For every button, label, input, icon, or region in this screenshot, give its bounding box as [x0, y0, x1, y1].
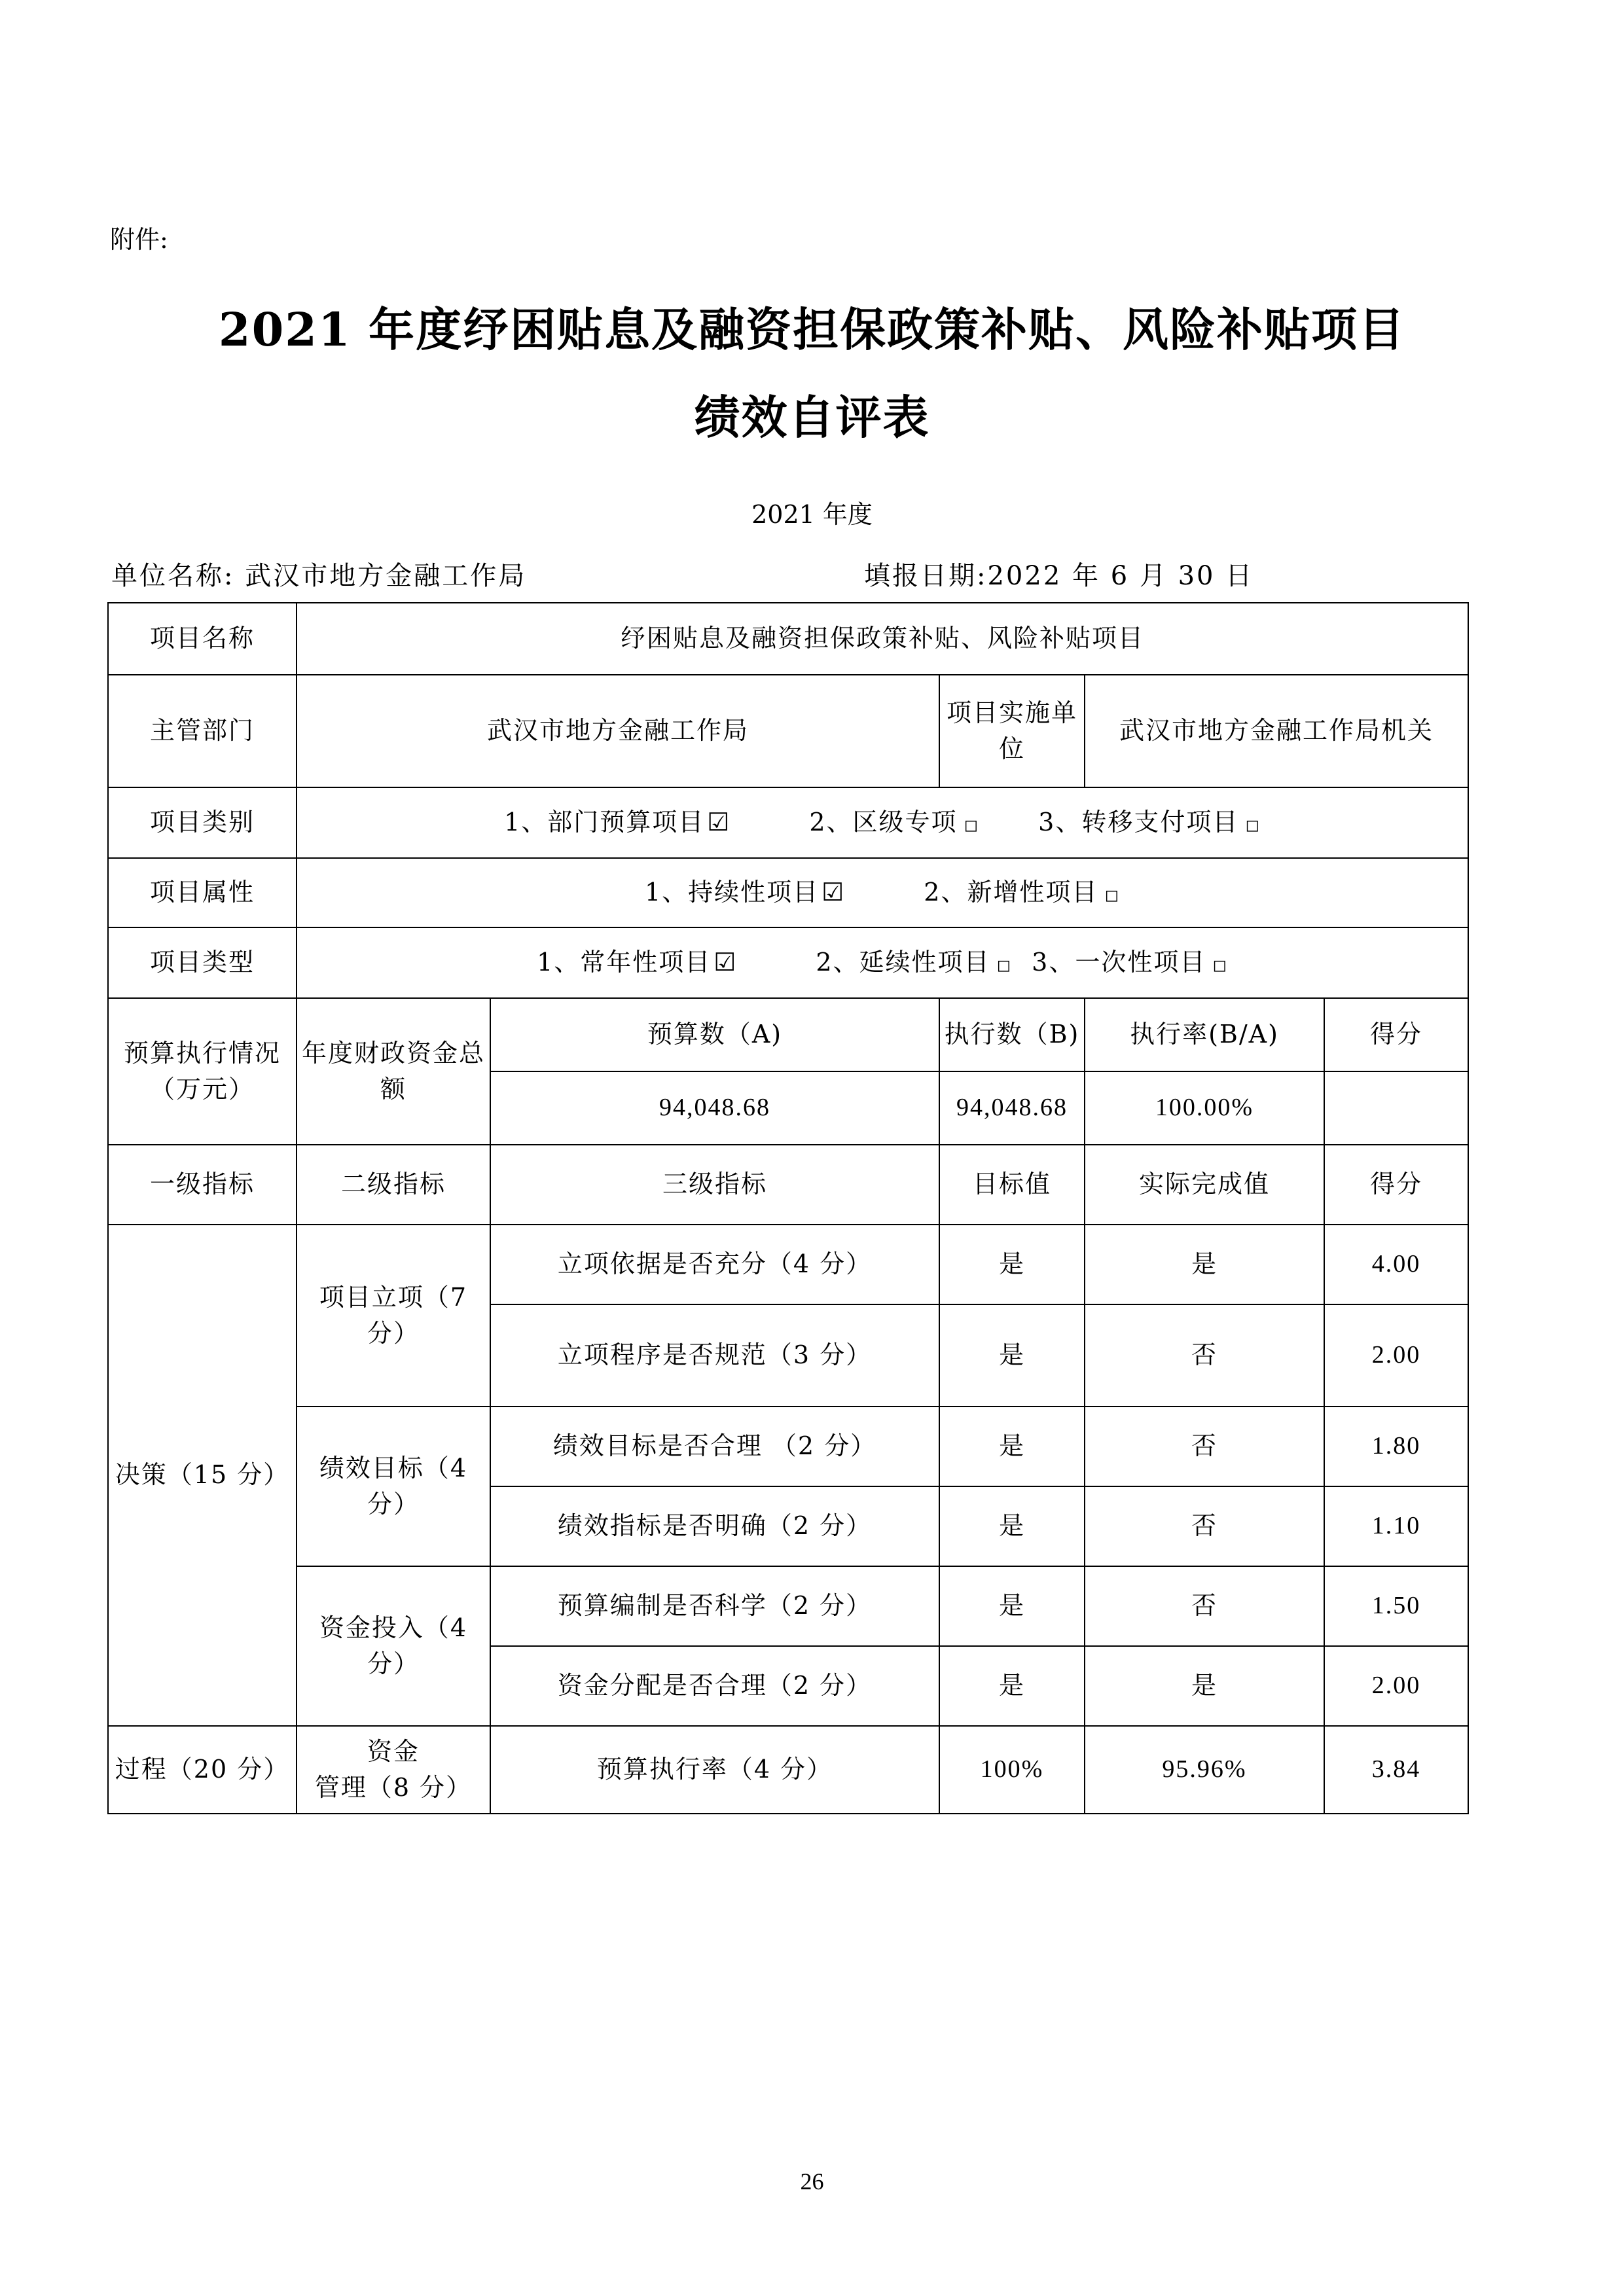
level3-indicator: 预算执行率（4 分）: [490, 1726, 939, 1814]
row-budget-header: [108, 998, 1468, 1071]
level2-fund-input: 资金投入（4 分）: [297, 1566, 490, 1726]
level2-fund-management-line1: 资金: [367, 1736, 420, 1766]
document-title-line2: 绩效自评表: [694, 390, 930, 444]
unit-name: 单位名称: 武汉市地方金融工作局: [111, 561, 527, 591]
actual-value: 否: [1085, 1566, 1324, 1646]
project-name-value: 纾困贴息及融资担保政策补贴、风险补贴项目: [297, 603, 1468, 675]
header-actual: 实际完成值: [1085, 1145, 1324, 1225]
category-options: [297, 787, 1468, 858]
category-option-1: 1、部门预算项目: [504, 808, 705, 837]
impl-unit-label: 项目实施单位: [939, 675, 1085, 787]
page-number: 26: [800, 2168, 824, 2195]
budget-col-rate: 执行率(B/A): [1085, 998, 1324, 1071]
row-project-name: [108, 603, 1468, 675]
score-value: 4.00: [1324, 1225, 1468, 1304]
target-value: 是: [939, 1304, 1085, 1407]
budget-value: 94,048.68: [490, 1071, 939, 1145]
unchecked-box-icon: ◻: [1245, 816, 1261, 836]
rate-value: 100.00%: [1085, 1071, 1324, 1145]
header-level1: 一级指标: [108, 1145, 297, 1225]
level3-indicator: 立项依据是否充分（4 分）: [490, 1225, 939, 1304]
actual-value: 是: [1085, 1225, 1324, 1304]
level1-process: 过程（20 分）: [108, 1726, 297, 1814]
attribute-option-2: 2、新增性项目: [924, 878, 1098, 907]
category-label: 项目类别: [108, 787, 297, 858]
attribute-option-1: 1、持续性项目: [644, 878, 820, 907]
actual-value: 是: [1085, 1646, 1324, 1726]
table-row: [108, 1407, 1468, 1486]
level1-decision: 决策（15 分）: [108, 1225, 297, 1726]
actual-value: 否: [1085, 1304, 1324, 1407]
impl-unit-value: 武汉市地方金融工作局机关: [1085, 675, 1468, 787]
actual-value: 95.96%: [1085, 1726, 1324, 1814]
category-option-3: 3、转移支付项目: [1038, 808, 1239, 837]
row-attribute: [108, 858, 1468, 927]
level3-indicator: 立项程序是否规范（3 分）: [490, 1304, 939, 1407]
score-value: 3.84: [1324, 1726, 1468, 1814]
level3-indicator: 绩效指标是否明确（2 分）: [490, 1486, 939, 1566]
exec-value: 94,048.68: [939, 1071, 1085, 1145]
unchecked-box-icon: ◻: [1212, 956, 1228, 976]
type-options: [297, 927, 1468, 998]
level2-project-approval: 项目立项（7 分）: [297, 1225, 490, 1407]
unchecked-box-icon: ◻: [1104, 886, 1121, 906]
evaluation-table: [107, 602, 1469, 1814]
level2-performance-goal: 绩效目标（4 分）: [297, 1407, 490, 1566]
attribute-label: 项目属性: [108, 858, 297, 927]
row-category: [108, 787, 1468, 858]
actual-value: 否: [1085, 1407, 1324, 1486]
checked-box-icon: ☑: [713, 948, 738, 977]
level2-fund-management: [297, 1726, 490, 1814]
actual-value: 否: [1085, 1486, 1324, 1566]
budget-score-value: [1324, 1071, 1468, 1145]
attachment-label: 附件:: [110, 225, 168, 254]
dept-value: 武汉市地方金融工作局: [297, 675, 939, 787]
attribute-options: [297, 858, 1468, 927]
row-department: [108, 675, 1468, 787]
budget-col-score: 得分: [1324, 998, 1468, 1071]
budget-label: 预算执行情况（万元）: [108, 998, 297, 1145]
level3-indicator: 资金分配是否合理（2 分）: [490, 1646, 939, 1726]
checked-box-icon: ☑: [821, 878, 846, 907]
report-year: 2021 年度: [751, 500, 873, 529]
fill-date: 填报日期:2022 年 6 月 30 日: [864, 561, 1254, 591]
header-level2: 二级指标: [297, 1145, 490, 1225]
header-score: 得分: [1324, 1145, 1468, 1225]
score-value: 1.50: [1324, 1566, 1468, 1646]
row-type: [108, 927, 1468, 998]
level2-fund-management-line2: 管理（8 分）: [314, 1773, 473, 1802]
table-row: [108, 1225, 1468, 1304]
level3-indicator: 预算编制是否科学（2 分）: [490, 1566, 939, 1646]
table-row: [108, 1726, 1468, 1814]
header-level3: 三级指标: [490, 1145, 939, 1225]
level3-indicator: 绩效目标是否合理 （2 分）: [490, 1407, 939, 1486]
target-value: 是: [939, 1486, 1085, 1566]
budget-col-a: 预算数（A): [490, 998, 939, 1071]
dept-label: 主管部门: [108, 675, 297, 787]
score-value: 2.00: [1324, 1304, 1468, 1407]
type-option-3: 3、一次性项目: [1032, 948, 1206, 977]
budget-col-b: 执行数（B): [939, 998, 1085, 1071]
row-indicator-header: [108, 1145, 1468, 1225]
checked-box-icon: ☑: [707, 808, 731, 837]
type-option-1: 1、常年性项目: [537, 948, 712, 977]
budget-total-label: 年度财政资金总额: [297, 998, 490, 1145]
document-title-line1: 2021 年度纾困贴息及融资担保政策补贴、风险补贴项目: [218, 302, 1406, 357]
score-value: 1.10: [1324, 1486, 1468, 1566]
target-value: 100%: [939, 1726, 1085, 1814]
header-target: 目标值: [939, 1145, 1085, 1225]
type-label: 项目类型: [108, 927, 297, 998]
target-value: 是: [939, 1407, 1085, 1486]
target-value: 是: [939, 1225, 1085, 1304]
score-value: 2.00: [1324, 1646, 1468, 1726]
project-name-label: 项目名称: [108, 603, 297, 675]
score-value: 1.80: [1324, 1407, 1468, 1486]
category-option-2: 2、区级专项: [809, 808, 958, 837]
target-value: 是: [939, 1566, 1085, 1646]
unchecked-box-icon: ◻: [964, 816, 980, 836]
type-option-2: 2、延续性项目: [816, 948, 990, 977]
table-row: [108, 1566, 1468, 1646]
target-value: 是: [939, 1646, 1085, 1726]
unchecked-box-icon: ◻: [996, 956, 1013, 976]
